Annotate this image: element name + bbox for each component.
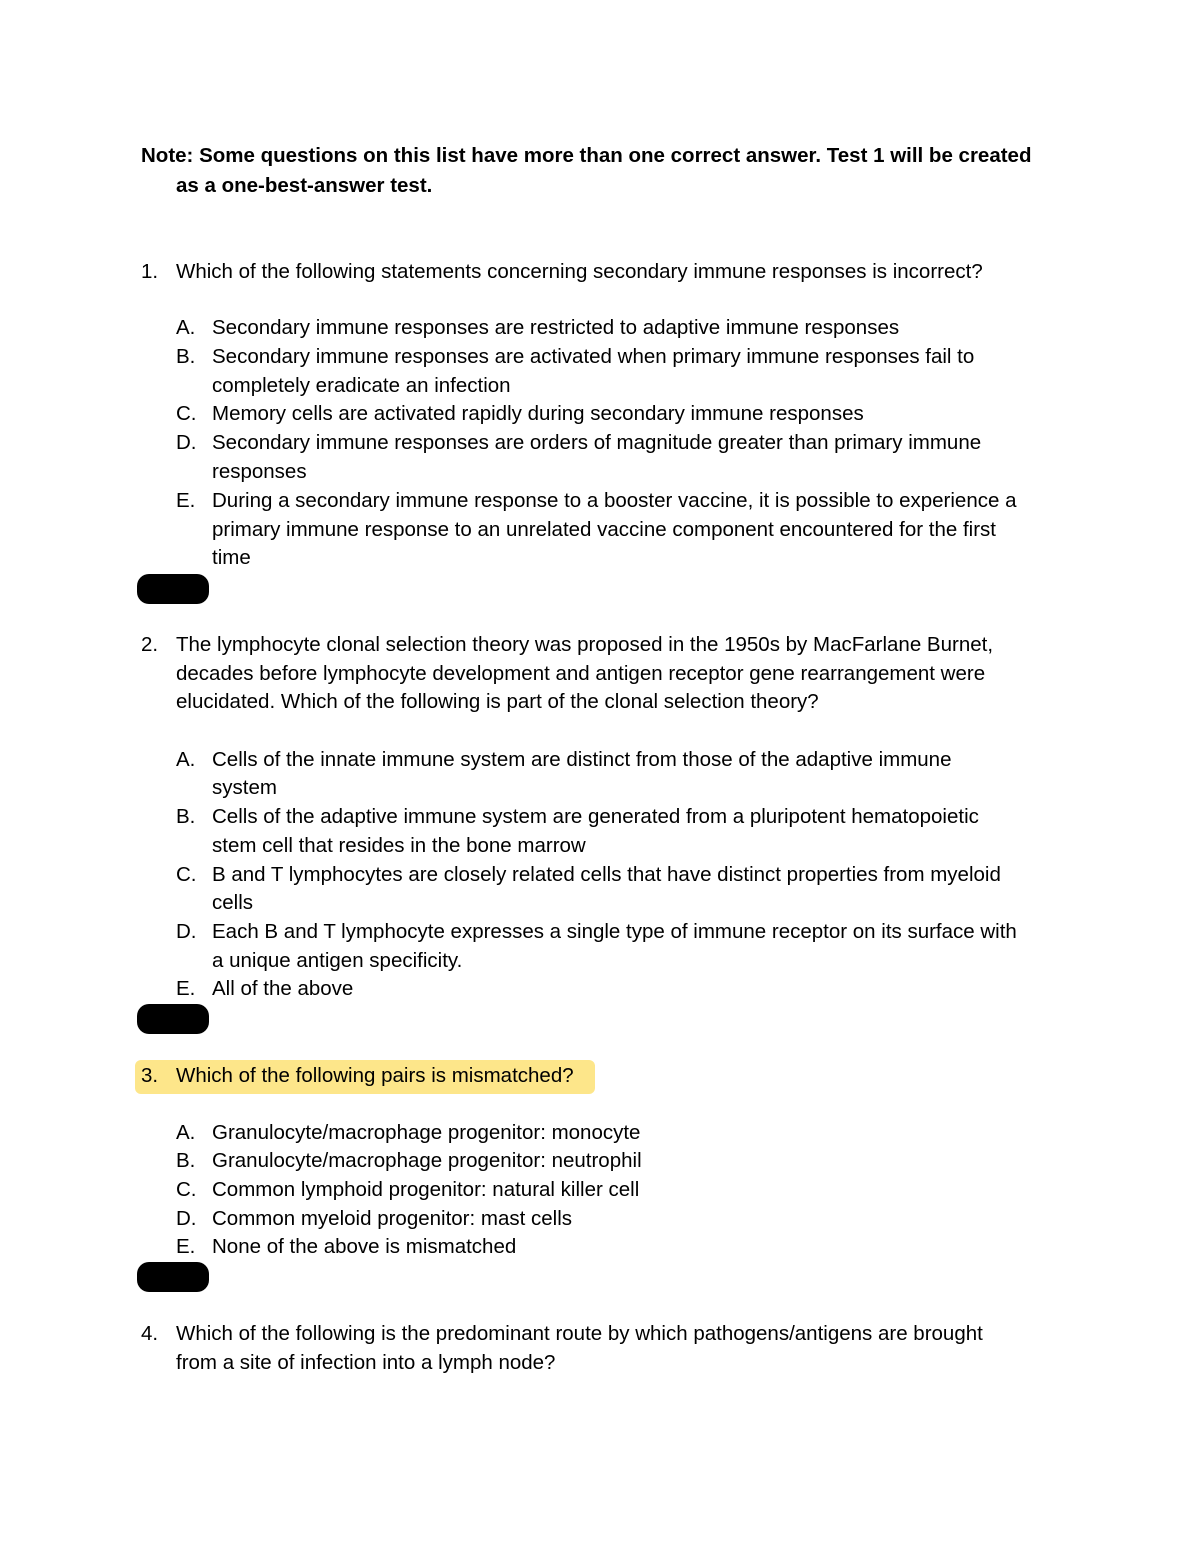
question-3-stem: Which of the following pairs is mismatched? bbox=[176, 1064, 574, 1087]
q2-option-c-text-cont: cells bbox=[212, 891, 254, 914]
q1-option-e-letter: E. bbox=[176, 489, 196, 512]
q2-option-d-text-cont: a unique antigen specificity. bbox=[212, 949, 463, 972]
q3-option-b-text: Granulocyte/macrophage progenitor: neutrophil bbox=[212, 1149, 642, 1172]
question-2-stem-cont-2: elucidated. Which of the following is part of the clonal selection theory? bbox=[176, 690, 819, 713]
question-4-number: 4. bbox=[141, 1322, 159, 1345]
question-2-stem-cont-1: decades before lymphocyte development and antigen receptor gene rearrangement were bbox=[176, 662, 986, 685]
question-1-stem: Which of the following statements concerning secondary immune responses is incorrect? bbox=[176, 260, 983, 283]
q1-option-a-letter: A. bbox=[176, 316, 196, 339]
q2-option-d-letter: D. bbox=[176, 920, 197, 943]
q3-option-d-letter: D. bbox=[176, 1207, 197, 1230]
q1-option-b-text: Secondary immune responses are activated when primary immune responses fail to bbox=[212, 345, 975, 368]
q2-option-a-text: Cells of the innate immune system are distinct from those of the adaptive immune bbox=[212, 748, 952, 771]
q1-option-c-text: Memory cells are activated rapidly during secondary immune responses bbox=[212, 402, 864, 425]
q1-option-d-text-cont: responses bbox=[212, 460, 307, 483]
q1-option-b-text-cont: completely eradicate an infection bbox=[212, 374, 511, 397]
question-1-number: 1. bbox=[141, 260, 159, 283]
q2-option-e-text: All of the above bbox=[212, 977, 354, 1000]
question-3-number: 3. bbox=[141, 1064, 159, 1087]
redacted-answer-1 bbox=[137, 574, 209, 604]
q2-option-b-text: Cells of the adaptive immune system are generated from a pluripotent hematopoietic bbox=[212, 805, 979, 828]
q1-option-d-letter: D. bbox=[176, 431, 197, 454]
q3-option-e-text: None of the above is mismatched bbox=[212, 1235, 517, 1258]
question-4-stem: Which of the following is the predominant route by which pathogens/antigens are brought bbox=[176, 1322, 983, 1345]
note-line-1: Note: Some questions on this list have more than one correct answer. Test 1 will be created bbox=[141, 144, 1032, 167]
q1-option-e-text-cont-1: primary immune response to an unrelated vaccine component encountered for the first bbox=[212, 518, 996, 541]
q3-option-e-letter: E. bbox=[176, 1235, 196, 1258]
q2-option-e-letter: E. bbox=[176, 977, 196, 1000]
q1-option-e-text-cont-2: time bbox=[212, 546, 251, 569]
q1-option-b-letter: B. bbox=[176, 345, 196, 368]
q1-option-d-text: Secondary immune responses are orders of magnitude greater than primary immune bbox=[212, 431, 982, 454]
q1-option-a-text: Secondary immune responses are restricted to adaptive immune responses bbox=[212, 316, 900, 339]
q2-option-a-text-cont: system bbox=[212, 776, 277, 799]
question-2-number: 2. bbox=[141, 633, 159, 656]
q2-option-b-text-cont: stem cell that resides in the bone marrow bbox=[212, 834, 586, 857]
q2-option-b-letter: B. bbox=[176, 805, 196, 828]
q2-option-c-letter: C. bbox=[176, 863, 197, 886]
q3-option-b-letter: B. bbox=[176, 1149, 196, 1172]
q3-option-c-text: Common lymphoid progenitor: natural killer cell bbox=[212, 1178, 640, 1201]
q2-option-c-text: B and T lymphocytes are closely related cells that have distinct properties from myeloid bbox=[212, 863, 1001, 886]
note-line-2: as a one-best-answer test. bbox=[176, 174, 433, 197]
q2-option-a-letter: A. bbox=[176, 748, 196, 771]
q2-option-d-text: Each B and T lymphocyte expresses a single type of immune receptor on its surface with bbox=[212, 920, 1017, 943]
redacted-answer-3 bbox=[137, 1262, 209, 1292]
q1-option-c-letter: C. bbox=[176, 402, 197, 425]
question-2-stem: The lymphocyte clonal selection theory was proposed in the 1950s by MacFarlane Burnet, bbox=[176, 633, 994, 656]
q1-option-e-text: During a secondary immune response to a booster vaccine, it is possible to experience a bbox=[212, 489, 1017, 512]
question-4-stem-cont: from a site of infection into a lymph node? bbox=[176, 1351, 556, 1374]
redacted-answer-2 bbox=[137, 1004, 209, 1034]
q3-option-a-letter: A. bbox=[176, 1121, 196, 1144]
q3-option-d-text: Common myeloid progenitor: mast cells bbox=[212, 1207, 573, 1230]
q3-option-c-letter: C. bbox=[176, 1178, 197, 1201]
q3-option-a-text: Granulocyte/macrophage progenitor: monocyte bbox=[212, 1121, 641, 1144]
